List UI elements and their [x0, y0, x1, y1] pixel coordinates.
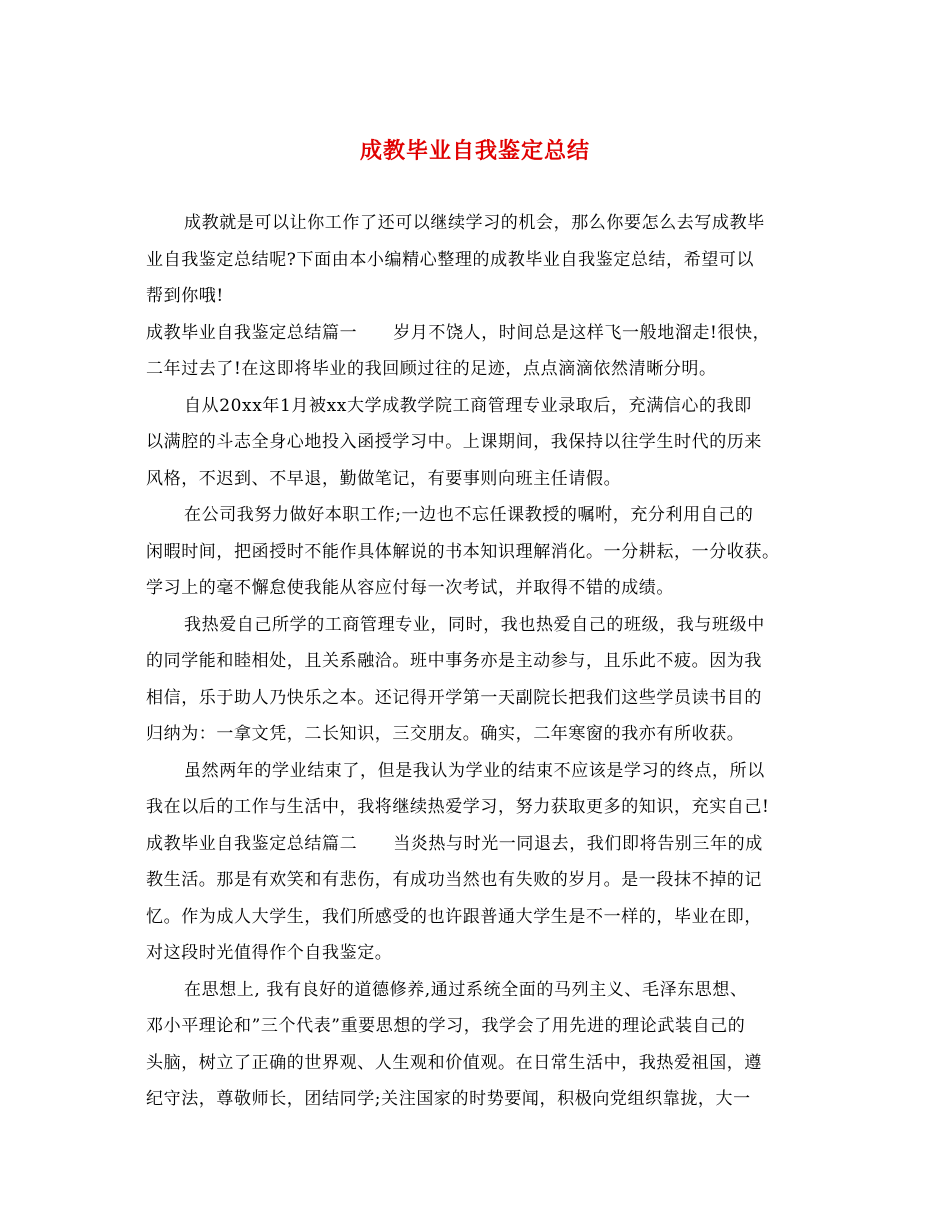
body-line: 邓小平理论和”三个代表”重要思想的学习，我学会了用先进的理论武装自己的	[146, 1016, 746, 1036]
body-line: 教生活。那是有欢笑和有悲伤，有成功当然也有失败的岁月。是一段抹不掉的记	[146, 870, 762, 890]
body-line: 相信，乐于助人乃快乐之本。还记得开学第一天副院长把我们这些学员读书目的	[146, 687, 762, 708]
body-line: 的同学能和睦相处，且关系融洽。班中事务亦是主动参与，且乐此不疲。因为我	[146, 651, 762, 671]
section-heading-2: 成教毕业自我鉴定总结篇二	[146, 833, 358, 854]
body-line: 在思想上, 我有良好的道德修养,通过系统全面的马列主义、毛泽东思想、	[184, 979, 748, 1000]
body-line: 我热爱自己所学的工商管理专业，同时，我也热爱自己的班级，我与班级中	[184, 614, 765, 635]
body-line: 学习上的毫不懈怠使我能从容应付每一次考试，并取得不错的成绩。	[146, 578, 674, 598]
body-line: 风格，不迟到、不早退，勤做笔记，有要事则向班主任请假。	[146, 468, 622, 489]
body-line: 以满腔的斗志全身心地投入函授学习中。上课期间，我保持以往学生时代的历来	[146, 432, 762, 452]
body-line: 纪守法，尊敬师长，团结同学;关注国家的时势要闻，积极向党组织靠拢，大一	[146, 1089, 751, 1109]
body-line: 头脑，树立了正确的世界观、人生观和价值观。在日常生活中，我热爱祖国，遵	[146, 1052, 762, 1073]
section-heading-1: 成教毕业自我鉴定总结篇一	[146, 322, 358, 343]
body-line: 当炎热与时光一同退去，我们即将告别三年的成	[393, 833, 763, 854]
body-line: 岁月不饶人，时间总是这样飞一般地溜走!很快，	[393, 322, 771, 343]
body-line: 归纳为：一拿文凭，二长知识，三交朋友。确实，二年寒窗的我亦有所收获。	[146, 724, 745, 744]
body-line: 忆。作为成人大学生，我们所感受的也许跟普通大学生是不一样的，毕业在即，	[146, 906, 762, 927]
body-line: 虽然两年的学业结束了，但是我认为学业的结束不应该是学习的终点，所以	[184, 760, 765, 781]
section-line-1	[146, 315, 811, 352]
body-line: 闲暇时间，把函授时不能作具体解说的书本知识理解消化。一分耕耘，一分收获。	[146, 541, 780, 562]
body-line: 二年过去了!在这即将毕业的我回顾过往的足迹，点点滴滴依然清晰分明。	[146, 359, 717, 379]
document-title: 成教毕业自我鉴定总结	[359, 138, 590, 164]
body-line: 对这段时光值得作个自我鉴定。	[146, 943, 393, 963]
body-line: 成教就是可以让你工作了还可以继续学习的机会，那么你要怎么去写成教毕	[184, 213, 765, 233]
body-line: 业自我鉴定总结呢?下面由本小编精心整理的成教毕业自我鉴定总结，希望可以	[146, 249, 755, 270]
section-line-2	[146, 826, 811, 863]
body-line: 帮到你哦!	[146, 286, 224, 306]
body-line: 自从20xx年1月被xx大学成教学院工商管理专业录取后，充满信心的我即	[184, 395, 752, 416]
body-line: 在公司我努力做好本职工作;一边也不忘任课教授的嘱咐，充分利用自己的	[184, 505, 754, 525]
document-body	[146, 205, 811, 1118]
body-line: 我在以后的工作与生活中，我将继续热爱学习，努力获取更多的知识，充实自己!	[146, 797, 770, 817]
